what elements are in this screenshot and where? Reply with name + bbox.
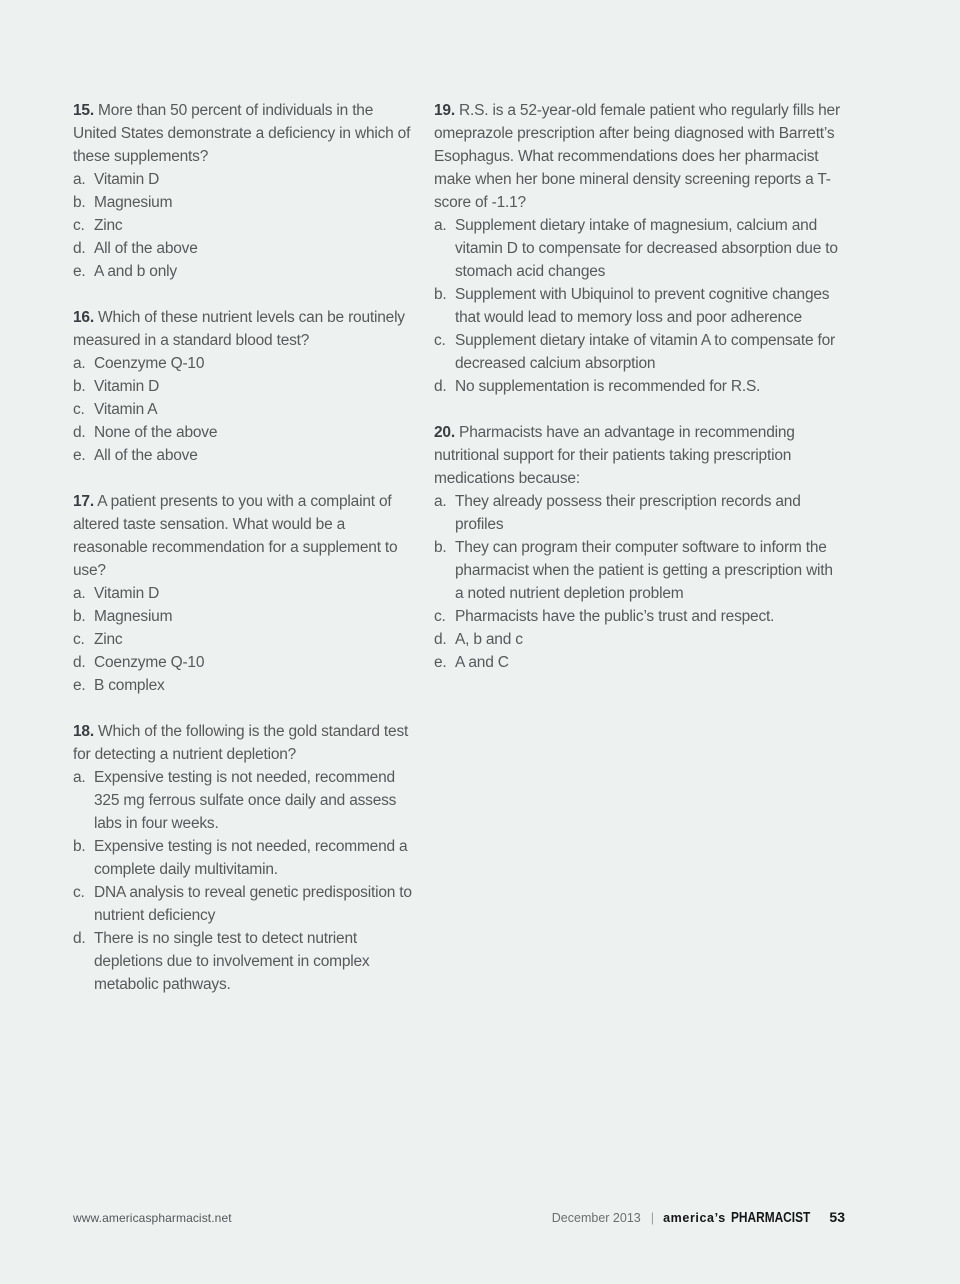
answer-option-c (73, 881, 420, 927)
answer-option-b (73, 835, 420, 881)
option-text: DNA analysis to reveal genetic predisposition to nutrient deficiency (94, 884, 412, 924)
answer-option-d (73, 421, 420, 444)
question-text: 19. R.S. is a 52-year-old female patient who regularly fills her omeprazole prescription after being diagnosed with Barrett’s Esophagus. What recommendations does her pharmacist make when her bone mineral density screening reports a T-score of -1.1? (434, 102, 840, 211)
option-text: There is no single test to detect nutrient depletions due to involvement in complex metabolic pathways. (94, 930, 370, 993)
option-text: Coenzyme Q-10 (94, 654, 205, 671)
question-number: 19. (434, 102, 455, 119)
option-label: e. (434, 654, 447, 671)
option-label: b. (73, 608, 86, 625)
answer-option-c (73, 628, 420, 651)
option-label: d. (73, 240, 86, 257)
answer-option-b (73, 191, 420, 214)
question-19 (434, 99, 845, 398)
question-number: 15. (73, 102, 94, 119)
magazine-logo-pharmacist: PHARMACIST (730, 1210, 811, 1226)
option-text: Zinc (94, 217, 123, 234)
option-label: a. (434, 217, 447, 234)
option-text: Magnesium (94, 194, 173, 211)
option-text: B complex (94, 677, 165, 694)
left-column (73, 99, 420, 1019)
right-column (434, 99, 845, 1019)
question-number: 16. (73, 309, 94, 326)
option-text: No supplementation is recommended for R.S. (455, 378, 761, 395)
option-text: Supplement dietary intake of magnesium, calcium and vitamin D to compensate for decreased absorption due to stomach acid changes (455, 217, 838, 280)
website-url: www.americaspharmacist.net (73, 1211, 232, 1225)
option-text: All of the above (94, 447, 198, 464)
option-label: e. (73, 677, 86, 694)
answer-option-a (73, 582, 420, 605)
quiz-content (73, 99, 845, 1019)
answer-option-e (73, 444, 420, 467)
question-text: 16. Which of these nutrient levels can be routinely measured in a standard blood test? (73, 309, 405, 349)
answer-option-d (73, 237, 420, 260)
option-label: b. (434, 286, 447, 303)
option-label: d. (434, 378, 447, 395)
answer-option-c (73, 214, 420, 237)
question-20 (434, 421, 845, 674)
answer-option-a (434, 214, 845, 283)
answer-option-a (73, 168, 420, 191)
option-label: c. (73, 884, 85, 901)
answer-option-e (73, 260, 420, 283)
option-text: None of the above (94, 424, 218, 441)
option-label: b. (73, 378, 86, 395)
option-label: d. (434, 631, 447, 648)
option-text: A, b and c (455, 631, 523, 648)
option-label: e. (73, 447, 86, 464)
option-label: b. (73, 194, 86, 211)
option-text: Coenzyme Q-10 (94, 355, 205, 372)
option-text: Vitamin D (94, 378, 160, 395)
option-label: d. (73, 930, 86, 947)
question-number: 18. (73, 723, 94, 740)
answer-option-d (434, 375, 845, 398)
answer-option-d (73, 927, 420, 996)
question-number: 20. (434, 424, 455, 441)
page-number: 53 (829, 1209, 845, 1225)
option-text: A and b only (94, 263, 177, 280)
option-text: Vitamin D (94, 585, 160, 602)
option-text: They can program their computer software to inform the pharmacist when the patient is getting a prescription with a noted nutrient depletion problem (455, 539, 833, 602)
option-label: c. (434, 332, 446, 349)
answer-option-e (434, 651, 845, 674)
option-text: A and C (455, 654, 509, 671)
answer-option-c (434, 605, 845, 628)
answer-option-b (73, 605, 420, 628)
issue-date: December 2013 (551, 1211, 641, 1225)
page-footer (73, 1209, 845, 1226)
option-text: Zinc (94, 631, 123, 648)
option-text: Expensive testing is not needed, recommend 325 mg ferrous sulfate once daily and assess labs in four weeks. (94, 769, 397, 832)
answer-option-e (73, 674, 420, 697)
question-text: 15. More than 50 percent of individuals in the United States demonstrate a deficiency in which of these supplements? (73, 102, 411, 165)
option-text: Vitamin D (94, 171, 160, 188)
question-15 (73, 99, 420, 283)
option-label: c. (73, 217, 85, 234)
question-16 (73, 306, 420, 467)
answer-option-a (434, 490, 845, 536)
question-18 (73, 720, 420, 996)
option-label: c. (73, 631, 85, 648)
option-label: c. (434, 608, 446, 625)
footer-right-group (552, 1209, 845, 1226)
question-17 (73, 490, 420, 697)
option-label: a. (73, 355, 86, 372)
option-text: Supplement with Ubiquinol to prevent cognitive changes that would lead to memory loss and poor adherence (455, 286, 830, 326)
question-text: 18. Which of the following is the gold standard test for detecting a nutrient depletion? (73, 723, 409, 763)
option-label: a. (73, 769, 86, 786)
question-number: 17. (73, 493, 94, 510)
answer-option-c (73, 398, 420, 421)
question-text: 20. Pharmacists have an advantage in recommending nutritional support for their patients taking prescription medications because: (434, 424, 795, 487)
option-label: c. (73, 401, 85, 418)
option-label: e. (73, 263, 86, 280)
option-text: All of the above (94, 240, 198, 257)
option-text: Pharmacists have the public’s trust and respect. (455, 608, 775, 625)
option-label: a. (434, 493, 447, 510)
question-text: 17. A patient presents to you with a complaint of altered taste sensation. What would be a reasonable recommendation for a supplement to use? (73, 493, 398, 579)
answer-option-c (434, 329, 845, 375)
option-label: a. (73, 171, 86, 188)
option-label: a. (73, 585, 86, 602)
option-text: Expensive testing is not needed, recommend a complete daily multivitamin. (94, 838, 408, 878)
answer-option-d (73, 651, 420, 674)
footer-separator: | (650, 1210, 655, 1225)
option-label: d. (73, 654, 86, 671)
magazine-logo-americas: america’s (663, 1211, 726, 1225)
answer-option-a (73, 766, 420, 835)
answer-option-b (73, 375, 420, 398)
answer-option-b (434, 536, 845, 605)
answer-option-b (434, 283, 845, 329)
answer-option-a (73, 352, 420, 375)
option-label: d. (73, 424, 86, 441)
option-text: They already possess their prescription records and profiles (455, 493, 801, 533)
option-text: Vitamin A (94, 401, 158, 418)
option-text: Magnesium (94, 608, 173, 625)
option-label: b. (73, 838, 86, 855)
option-text: Supplement dietary intake of vitamin A to compensate for decreased calcium absorption (455, 332, 835, 372)
answer-option-d (434, 628, 845, 651)
option-label: b. (434, 539, 447, 556)
